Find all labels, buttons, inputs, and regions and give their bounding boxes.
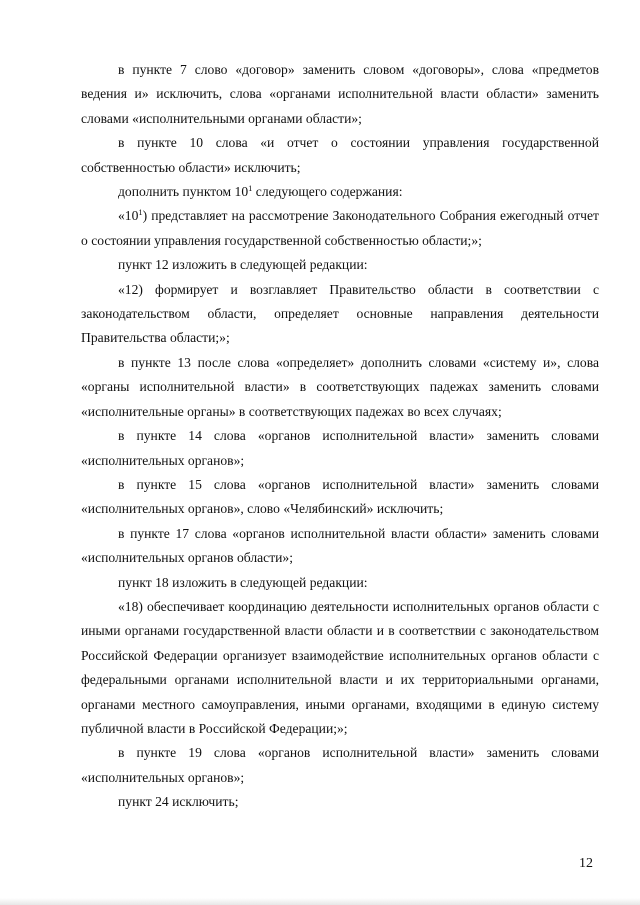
paragraph-3-text: дополнить пунктом 10 <box>118 184 249 200</box>
paragraph-3 <box>81 180 599 204</box>
paragraph-4 <box>81 204 599 253</box>
paragraph-3-text-end: следующего содержания: <box>252 184 403 200</box>
paragraph-14: пункт 24 исключить; <box>118 794 239 810</box>
paragraph-13: в пункте 19 слова «органов исполнительной власти» заменить словами «исполнительных органов»; <box>81 745 599 785</box>
paragraph-2: в пункте 10 слова «и отчет о состоянии управления государственной собственностью области» исключить; <box>81 135 599 175</box>
paragraph-8: в пункте 14 слова «органов исполнительной власти» заменить словами «исполнительных органов»; <box>81 428 599 468</box>
body-text <box>81 58 599 815</box>
paragraph-12: «18) обеспечивает координацию деятельности исполнительных органов области с иными органами государственной власти области и в соответствии с законодательством Российской Федерации организует взаимодействие исполнительных органов области с федеральными органами исполнительной власти и их территориальными органами, органами местного самоуправления, иными органами, входящими в единую систему публичной власти в Российской Федерации;»; <box>81 598 599 736</box>
paragraph-7: в пункте 13 после слова «определяет» дополнить словами «систему и», слова «органы исполнительной власти» в соответствующих падежах заменить словами «исполнительные органы» в соответствующих падежах во всех случаях; <box>81 354 599 419</box>
paragraph-4-text: «10 <box>118 208 139 224</box>
paragraph-11: пункт 18 изложить в следующей редакции: <box>118 574 368 590</box>
paragraph-1: в пункте 7 слово «договор» заменить словом «договоры», слова «предметов ведения и» исключить, слова «органами исполнительной власти области» заменить словами «исполнительными органами области»; <box>81 62 599 126</box>
paragraph-5: пункт 12 изложить в следующей редакции: <box>118 257 368 273</box>
paragraph-4-text-end: ) представляет на рассмотрение Законодательного Собрания ежегодный отчет о состоянии управления государственной собственностью области;»; <box>81 208 599 248</box>
paragraph-6: «12) формирует и возглавляет Правительство области в соответствии с законодательством области, определяет основные направления деятельности Правительства области;»; <box>81 281 599 346</box>
superscript: 1 <box>248 183 253 194</box>
paragraph-9: в пункте 15 слова «органов исполнительной власти» заменить словами «исполнительных органов», слово «Челябинский» исключить; <box>81 476 599 517</box>
paragraph-10: в пункте 17 слова «органов исполнительной власти области» заменить словами «исполнительных органов области»; <box>81 525 599 566</box>
page-number: 12 <box>579 856 593 871</box>
scan-edge <box>0 898 640 905</box>
superscript: 1 <box>138 207 143 218</box>
